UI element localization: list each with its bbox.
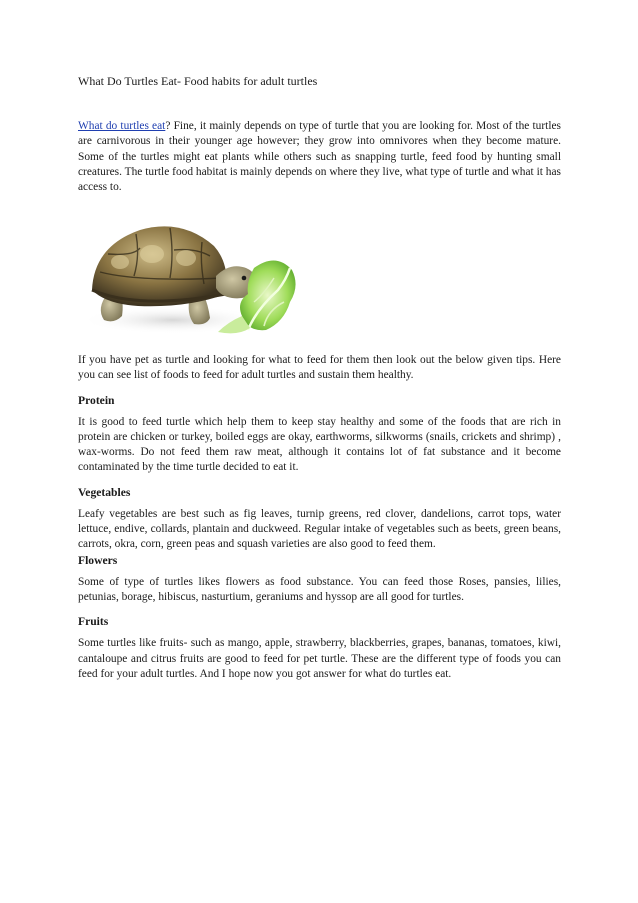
section-heading-protein: Protein bbox=[78, 393, 115, 407]
section-heading-flowers: Flowers bbox=[78, 553, 118, 567]
section-heading-fruits: Fruits bbox=[78, 615, 109, 629]
turtle-illustration bbox=[78, 198, 300, 346]
intro-paragraph bbox=[78, 119, 561, 195]
what-do-turtles-eat-link[interactable]: What do turtles eat bbox=[78, 120, 166, 132]
document-title: What Do Turtles Eat- Food habits for adult turtles bbox=[78, 74, 318, 88]
turtle-eating-lettuce-image bbox=[78, 198, 300, 346]
intro-text: ? Fine, it mainly depends on type of turtle that you are looking for. Most of the turtles are carnivorous in their younger age however; they grow into omnivores when they become mature. Some of the turtles might eat plants while others such as snapping turtle, feed food by hunting small creatures. The turtle food habitat is mainly depends on where they live, what type of turtle and what it has access to. bbox=[78, 120, 561, 194]
body-content bbox=[78, 353, 561, 682]
section-heading-vegetables: Vegetables bbox=[78, 485, 131, 499]
section-text-vegetables: Leafy vegetables are best such as fig leaves, turnip greens, red clover, dandelions, carrot tops, water lettuce, endive, collards, plantain and duckweed. Regular intake of vegetables such as beets, green beans, carrots, okra, corn, green peas and squash varieties are also good to feed them. bbox=[78, 507, 561, 551]
section-text-protein: It is good to feed turtle which help them to keep stay healthy and some of the foods that are rich in protein are chicken or turkey, boiled eggs are okay, earthworms, silkworms (snails, crickets and shrimp) , wax-worms. Do not feed them raw meat, although it contains lot of fat substance and it become contaminated by the time turtle decided to eat it. bbox=[78, 415, 561, 474]
tips-paragraph: If you have pet as turtle and looking for what to feed for them then look out the below given tips. Here you can see list of foods to feed for adult turtles and sustain them healthy. bbox=[78, 354, 561, 382]
section-text-flowers: Some of type of turtles likes flowers as food substance. You can feed those Roses, pansies, lilies, petunias, borage, hibiscus, nasturtium, geraniums and hyssop are all good for turtles. bbox=[78, 575, 561, 603]
section-text-fruits: Some turtles like fruits- such as mango, apple, strawberry, blackberries, grapes, bananas, tomatoes, kiwi, cantaloupe and citrus fruits are good to feed for pet turtle. These are the different type of foods you can feed for your adult turtles. And I hope now you got answer for what do turtles eat. bbox=[78, 637, 561, 680]
